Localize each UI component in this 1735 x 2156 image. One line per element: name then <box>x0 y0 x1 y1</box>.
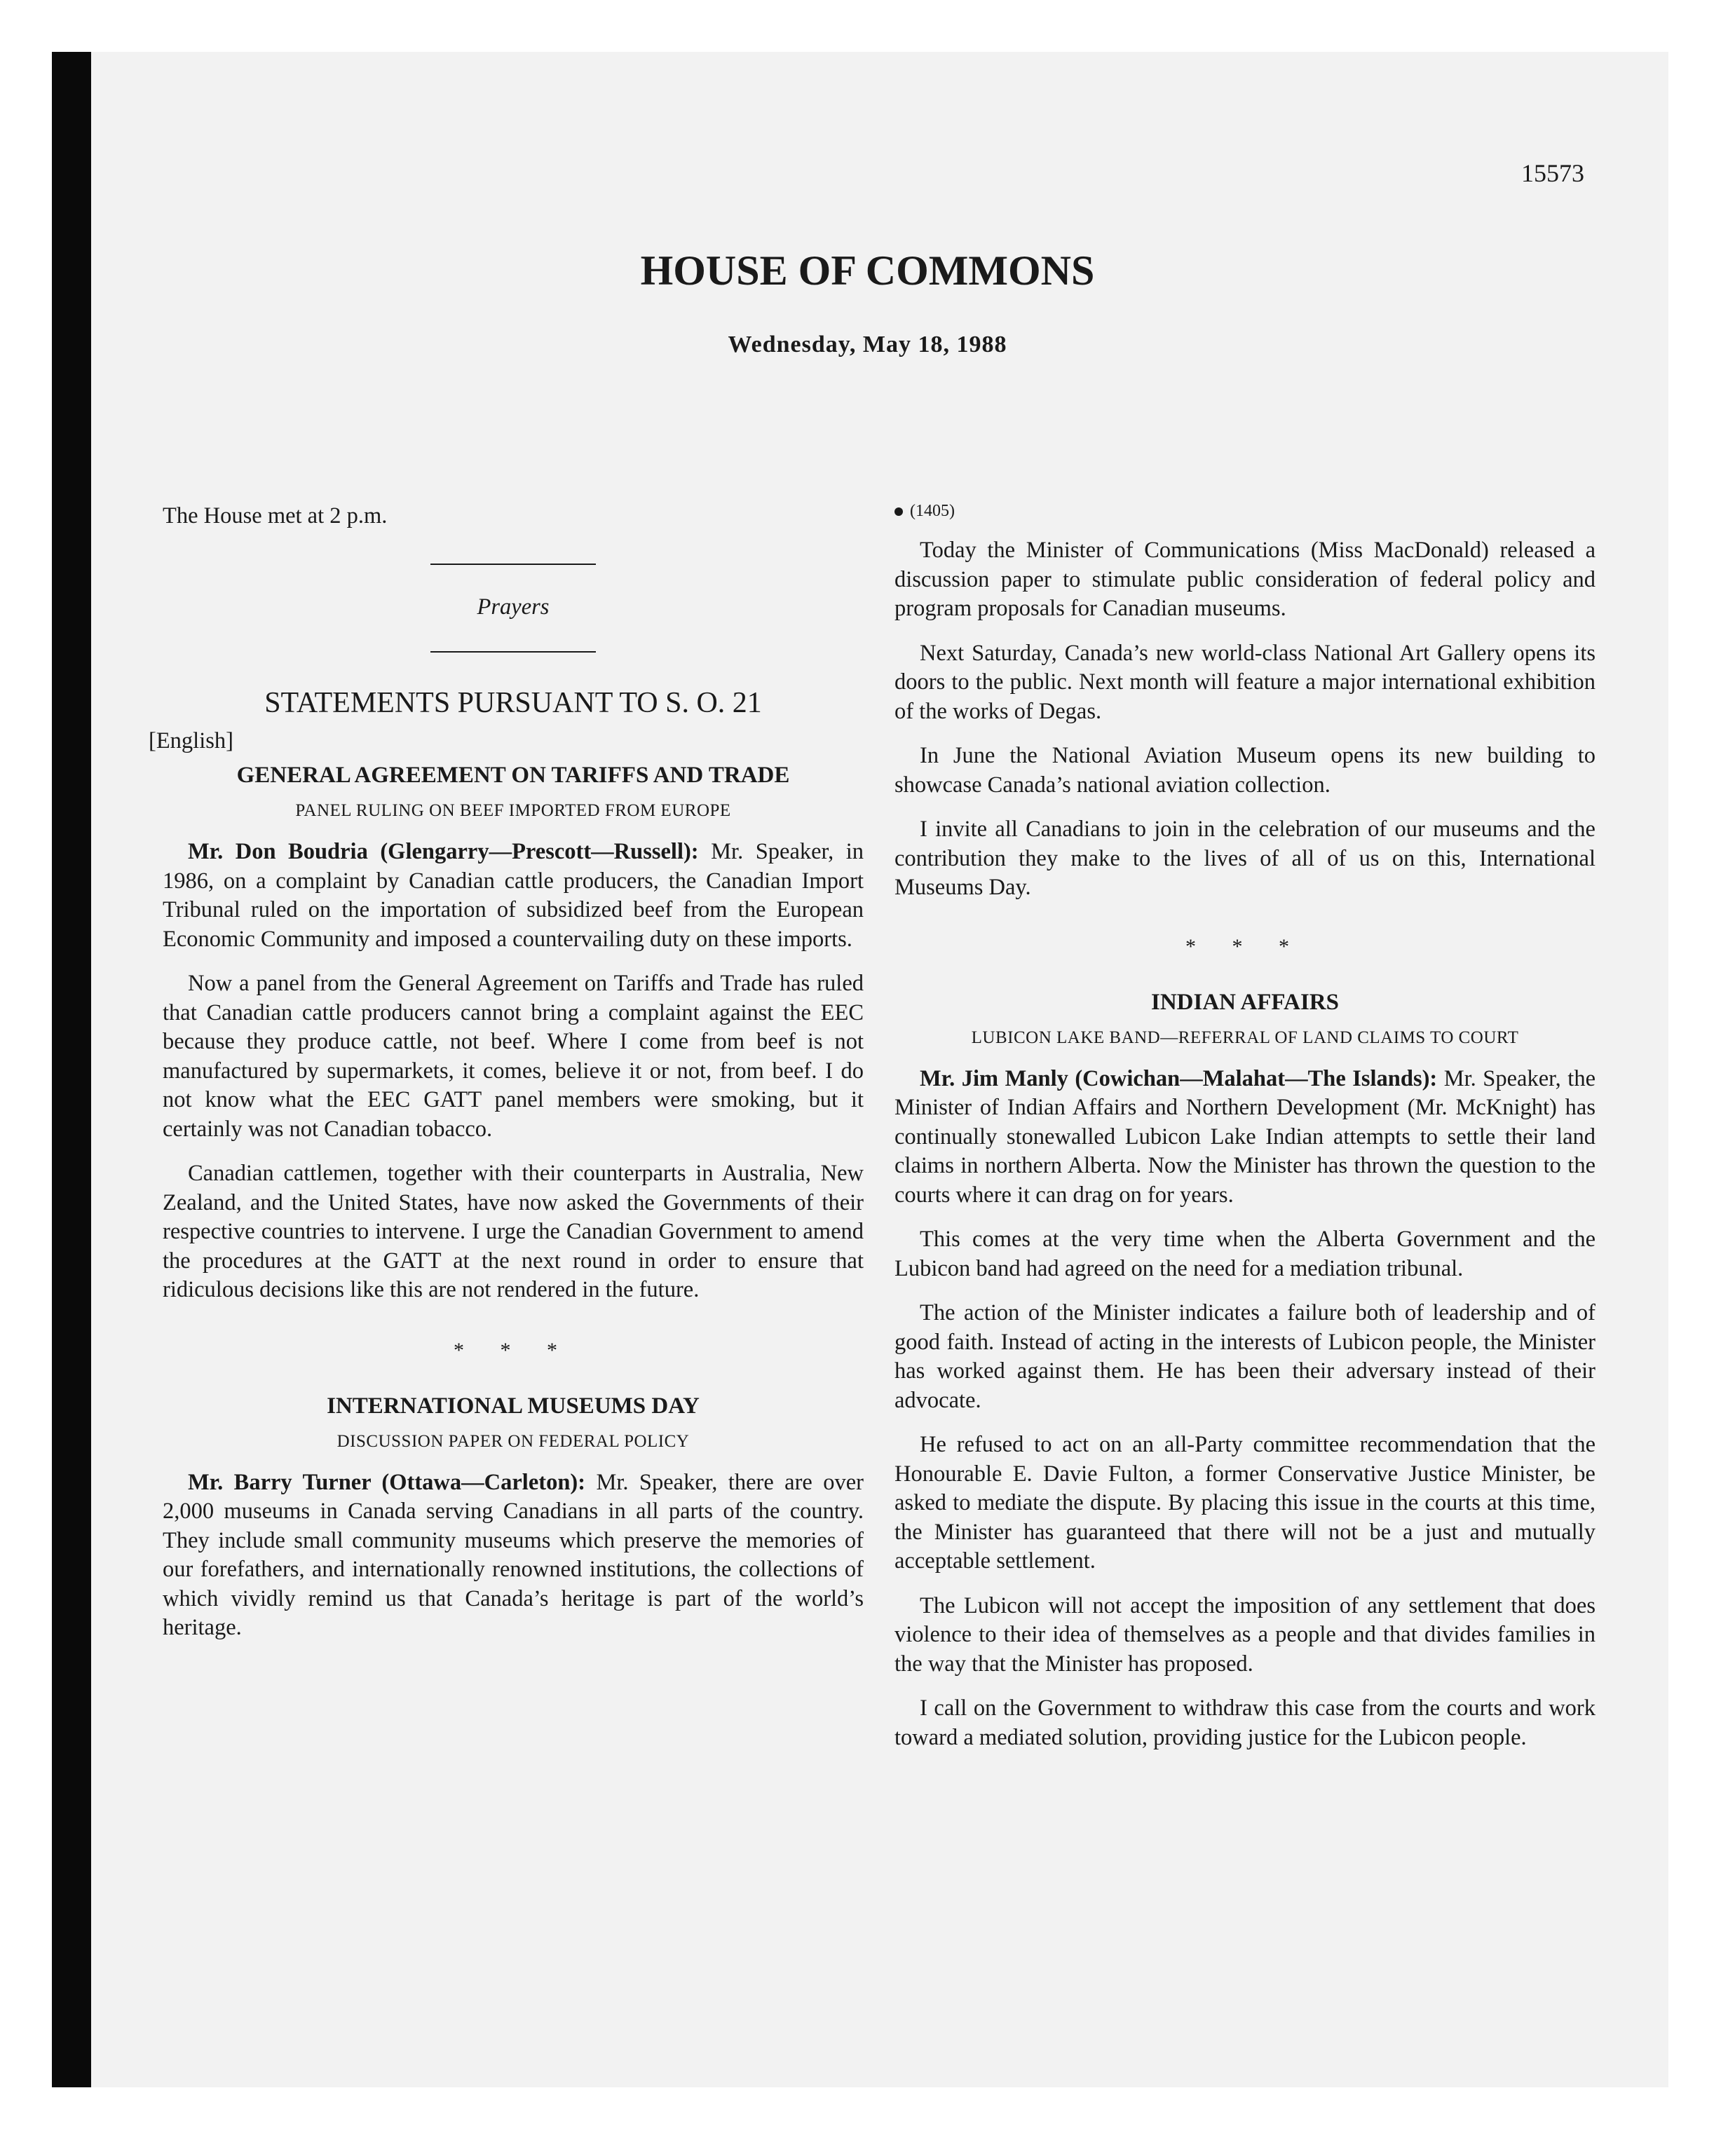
museums-paragraph-1: Mr. Barry Turner (Ottawa—Carleton): Mr. Speaker, there are over 2,000 museums in Canada serving Canadians in all parts of the country. They include small community museums which preserve the memories of our forefathers, and internationally renowned institutions, the collections of which vividly remind us that Canada’s heritage is part of the world’s heritage. <box>163 1469 864 1640</box>
museums-cont-paragraph: I invite all Canadians to join in the celebration of our museums and the contribution they make to the lives of all of us on this, International Museums Day. <box>894 817 1595 900</box>
indian-affairs-heading: INDIAN AFFAIRS <box>1151 989 1339 1015</box>
right-column <box>894 502 1595 1768</box>
section-separator-stars: * * * <box>1185 934 1305 958</box>
divider-rule <box>430 564 596 565</box>
language-tag: [English] <box>149 728 233 753</box>
indian-affairs-paragraph: The action of the Minister indicates a failure both of leadership and of good faith. Instead of acting in the interests of Lubicon people, the Minister has worked against them. He has been their adversary instead of their advocate. <box>894 1300 1595 1413</box>
speaker-name: Mr. Jim Manly (Cowichan—Malahat—The Islands): <box>920 1065 1438 1091</box>
time-marker: (1405) <box>894 502 1595 521</box>
gatt-subheading: PANEL RULING ON BEEF IMPORTED FROM EUROPE <box>295 801 731 820</box>
page-title: HOUSE OF COMMONS <box>640 247 1095 294</box>
museums-cont-paragraph: Next Saturday, Canada’s new world-class National Art Gallery opens its doors to the public. Next month will feature a major international exhibition of the works of Degas. <box>894 640 1595 724</box>
speaker-name: Mr. Barry Turner (Ottawa—Carleton): <box>188 1469 586 1495</box>
museums-heading: INTERNATIONAL MUSEUMS DAY <box>327 1393 700 1419</box>
divider-rule <box>430 651 596 653</box>
indian-affairs-paragraph: I call on the Government to withdraw this case from the courts and work toward a mediated solution, providing justice for the Lubicon people. <box>894 1696 1595 1750</box>
museums-subheading: DISCUSSION PAPER ON FEDERAL POLICY <box>336 1431 690 1451</box>
prayers-label: Prayers <box>477 594 550 620</box>
page-number: 15573 <box>1521 159 1584 187</box>
indian-affairs-subheading: LUBICON LAKE BAND—REFERRAL OF LAND CLAIMS TO COURT <box>971 1028 1519 1047</box>
speaker-name: Mr. Don Boudria (Glengarry—Prescott—Russell): <box>188 839 699 864</box>
gatt-paragraph-3: Canadian cattlemen, together with their counterparts in Australia, New Zealand, and the United States, have now asked the Governments of their respective countries to intervene. I urge the Canadian Government to amend the procedures at the GATT at the next round in order to ensure that ridiculous decisions like this are not rendered in the future. <box>163 1161 864 1302</box>
indian-affairs-paragraph-1: Mr. Jim Manly (Cowichan—Malahat—The Islands): Mr. Speaker, the Minister of Indian Affairs and Northern Development (Mr. McKnight) has continually stonewalled Lubicon Lake Indian attempts to settle their land claims in northern Alberta. Now the Minister has thrown the question to the courts where it can drag on for years. <box>894 1065 1595 1208</box>
section-separator-stars: * * * <box>454 1338 573 1362</box>
statements-heading: STATEMENTS PURSUANT TO S. O. 21 <box>264 686 762 719</box>
museums-cont-paragraph: Today the Minister of Communications (Miss MacDonald) released a discussion paper to stimulate public consideration of federal policy and program proposals for Canadian museums. <box>894 538 1595 621</box>
indian-affairs-paragraph: He refused to act on an all-Party committee recommendation that the Honourable E. Davie Fulton, a former Conservative Justice Minister, be asked to mediate the dispute. By placing this issue in the courts at this time, the Minister has guaranteed that there will not be a just and mutually acceptable settlement. <box>894 1432 1595 1574</box>
museums-cont-paragraph: In June the National Aviation Museum opens its new building to showcase Canada’s national aviation collection. <box>894 743 1595 798</box>
bullet-icon <box>894 507 903 516</box>
sitting-date: Wednesday, May 18, 1988 <box>728 332 1007 357</box>
left-column <box>149 502 864 1658</box>
gatt-paragraph-2: Now a panel from the General Agreement on Tariffs and Trade has ruled that Canadian cattle producers cannot bring a complaint against the EEC because they produce cattle, not beef. Where I come from beef is not manufactured by supermarkets, it comes, believe it or not, from beef. I do not know what the EEC GATT panel members were smoking, but it certainly was not Canadian tobacco. <box>163 971 864 1142</box>
gatt-paragraph-1: Mr. Don Boudria (Glengarry—Prescott—Russell): Mr. Speaker, in 1986, on a complaint by Canadian cattle producers, the Canadian Import Tribunal ruled on the importation of subsidized beef from the European Economic Community and imposed a countervailing duty on these imports. <box>163 839 864 952</box>
house-met-text: The House met at 2 p.m. <box>163 503 388 528</box>
gatt-heading: GENERAL AGREEMENT ON TARIFFS AND TRADE <box>236 763 790 788</box>
indian-affairs-paragraph: The Lubicon will not accept the imposition of any settlement that does violence to their idea of themselves as a people and that divides families in the way that the Minister has proposed. <box>894 1592 1595 1677</box>
indian-affairs-paragraph: This comes at the very time when the Alberta Government and the Lubicon band had agreed on the need for a mediation tribunal. <box>894 1227 1595 1281</box>
